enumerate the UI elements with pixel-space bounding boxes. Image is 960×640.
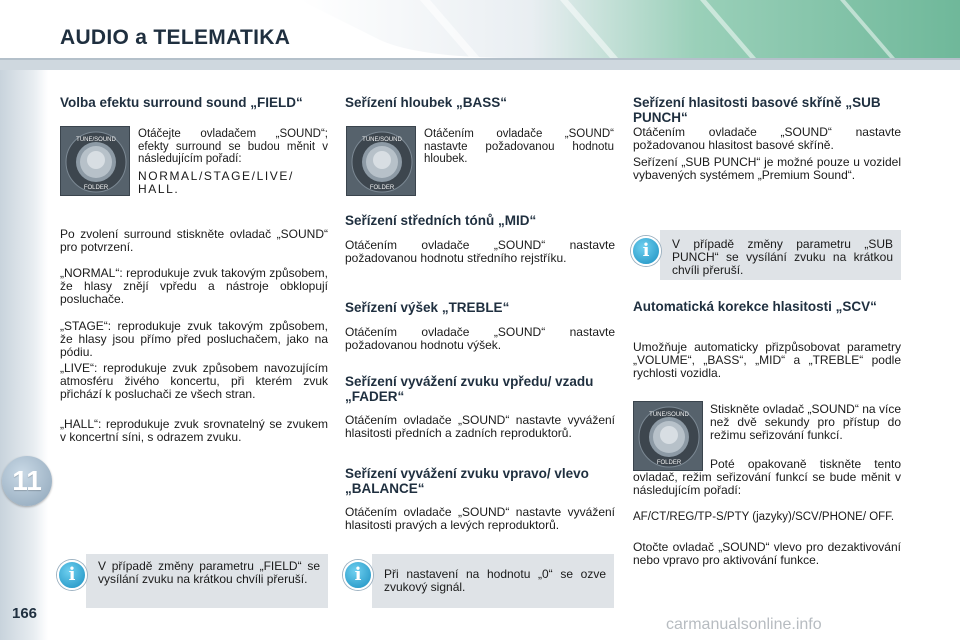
fader-heading: Seřízení vyvážení zvuku vpředu/ vzadu „FADER“ [345,374,594,404]
field-live: „LIVE“: reprodukuje zvuk způsobem navozujícím atmosféru živého koncertu, při kterém zvuk přichází k posluchači ze všech stran. [60,361,328,401]
treble-text: Otáčením ovladače „SOUND“ nastavte požadovanou hodnotu výšek. [345,325,615,352]
field-stage: „STAGE“: reprodukuje zvuk takovým způsobem, že hlasy jsou přímo před posluchačem, jako na pódiu. [60,319,328,359]
balance-heading: Seřízení vyvážení zvuku vpravo/ vlevo „BALANCE“ [345,466,589,496]
treble-heading: Seřízení výšek „TREBLE“ [345,300,510,315]
sub-punch-heading: Seřízení hlasitosti basové skříně „SUB PUNCH“ [633,95,881,125]
balance-text: Otáčením ovladače „SOUND“ nastavte vyvážení hlasitosti pravých a levých reproduktorů. [345,505,615,532]
balance-note [372,554,614,608]
field-sequence: NORMAL/STAGE/LIVE/ HALL. [138,169,294,196]
watermark: carmanualsonline.info [666,616,822,633]
page-title: AUDIO a TELEMATIKA [60,26,291,49]
sound-knob-image [60,126,130,196]
field-knob-text: Otáčejte ovladačem „SOUND“; efekty surround se budou měnit v následujícím pořadí: [138,128,328,165]
field-normal: „NORMAL“: reprodukuje zvuk takovým způsobem, že hlasy znějí vpředu a nástroje obklopují posluchače. [60,266,328,306]
chapter-badge [2,456,52,506]
scv-knob-text-1: Stiskněte ovladač „SOUND“ na více než dvě sekundy pro přístup do režimu seřizování funkcí. [710,402,901,442]
knob-label-bottom: FOLDER [83,185,109,191]
sound-knob-image-2 [346,126,416,196]
knob-label-top: TUNE/SOUND [362,137,402,143]
scv-text: Umožňuje automaticky přizpůsobovat parametry „VOLUME“, „BASS“, „MID“ a „TREBLE“ podle rychlosti vozidla. [633,340,901,380]
info-icon: i [343,560,373,590]
mid-heading: Seřízení středních tónů „MID“ [345,213,537,228]
field-heading: Volba efektu surround sound „FIELD“ [60,95,303,110]
side-band [0,70,48,640]
knob-icon [61,127,130,196]
chapter-number: 11 [12,465,42,496]
bass-heading: Seřízení hloubek „BASS“ [345,95,508,110]
fader-text: Otáčením ovladače „SOUND“ nastavte vyvážení hlasitosti předních a zadních reproduktorů. [345,413,615,440]
info-icon: i [57,560,87,590]
mid-text: Otáčením ovladače „SOUND“ nastavte požadovanou hodnotu středního rejstříku. [345,238,615,265]
knob-label-bottom: FOLDER [369,185,395,191]
field-hall: „HALL“: reprodukuje zvuk srovnatelný se zvukem v koncertní síni, s odrazem zvuku. [60,417,328,444]
balance-note-text: Při nastavení na hodnotu „0“ se ozve zvukový signál. [384,567,606,594]
sub-punch-text-1: Otáčením ovladače „SOUND“ nastavte požadovanou hlasitost basové skříně. [633,125,901,152]
scv-sequence: AF/CT/REG/TP-S/PTY (jazyky)/SCV/PHONE/ OFF. [633,511,895,523]
field-confirm: Po zvolení surround stiskněte ovladač „SOUND“ pro potvrzení. [60,227,328,254]
field-note [86,554,328,608]
page-number: 166 [12,605,38,622]
knob-label-bottom: FOLDER [656,460,682,466]
info-icon: i [631,236,661,266]
knob-label-top: TUNE/SOUND [649,412,689,418]
knob-icon [347,127,416,196]
scv-knob-text-2: Poté opakovaně tiskněte tento ovladač, režim seřizování funkcí se bude měnit v následujícím pořadí: [633,457,901,497]
sub-punch-text-2: Seřízení „SUB PUNCH“ je možné pouze u vozidel vybavených systémem „Premium Sound“. [633,155,901,182]
bass-text: Otáčením ovladače „SOUND“ nastavte požadovanou hodnotu hloubek. [424,128,614,165]
field-note-text: V případě změny parametru „FIELD“ se vysílání zvuku na krátkou chvíli přeruší. [98,559,320,586]
scv-heading: Automatická korekce hlasitosti „SCV“ [633,299,877,314]
knob-label-top: TUNE/SOUND [76,137,116,143]
sub-punch-note-text: V případě změny parametru „SUB PUNCH“ se vysílání zvuku na krátkou chvíli přeruší. [672,237,893,277]
scv-final: Otočte ovladač „SOUND“ vlevo pro dezaktivování nebo vpravo pro aktivování funkce. [633,540,901,567]
sub-punch-note [660,230,901,280]
